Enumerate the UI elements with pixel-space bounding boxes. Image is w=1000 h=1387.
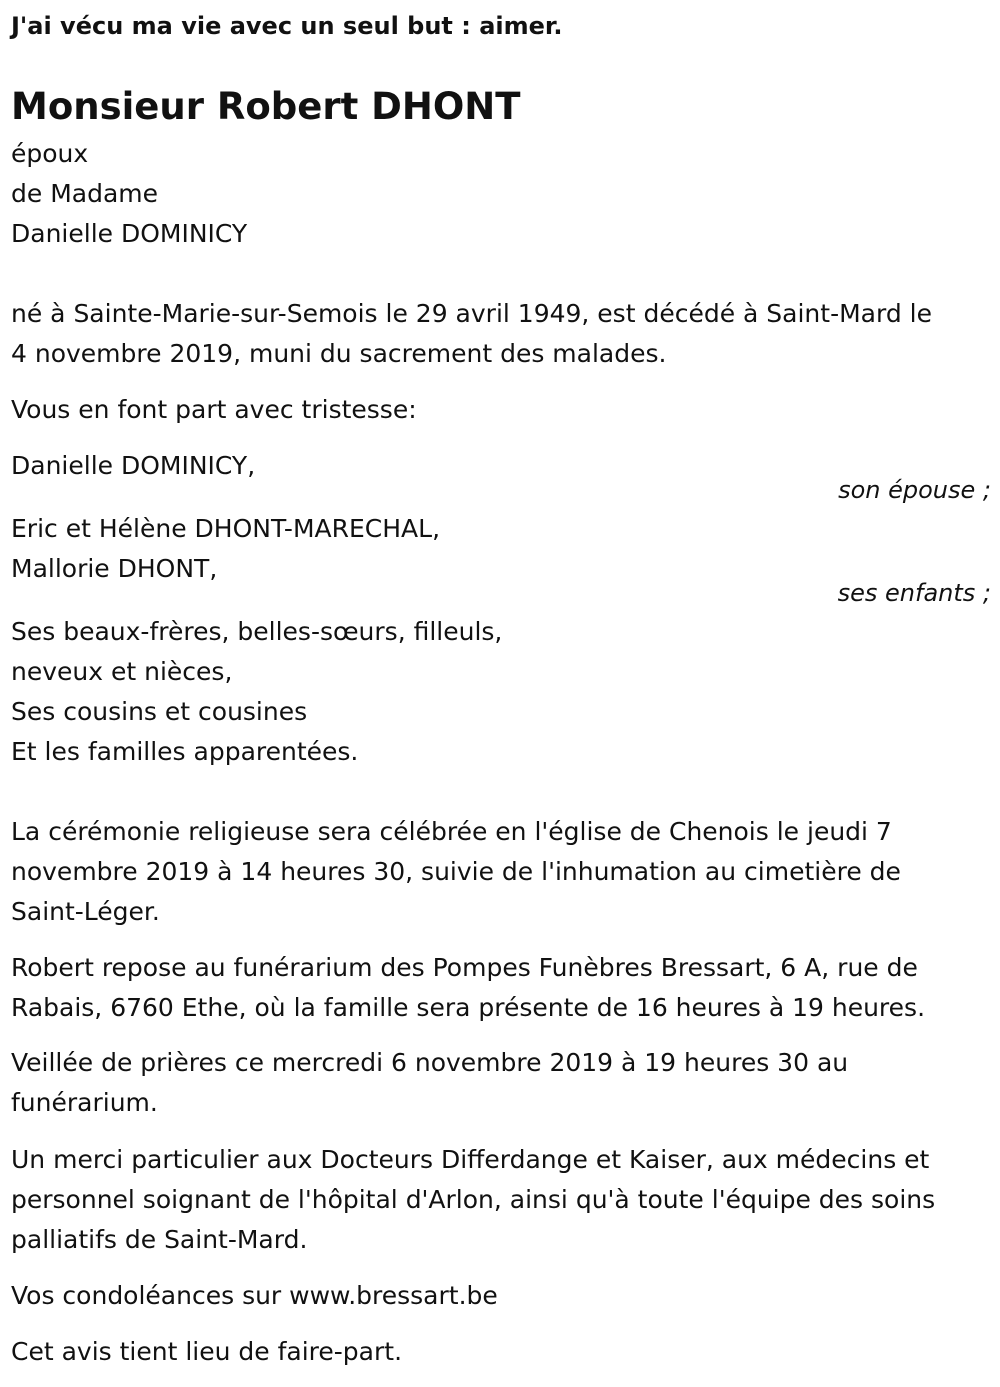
relatives-line: Ses cousins et cousines [11,697,308,726]
closing-line [11,1332,991,1372]
ceremony-paragraph [11,812,991,932]
condolences-text: Vos condoléances sur www.bressart.be [11,1281,498,1310]
paragraph-line: funérarium. [11,1088,158,1117]
paragraph-line: Rabais, 6760 Ethe, où la famille sera présente de 16 heures à 19 heures. [11,993,926,1022]
vigil-paragraph [11,1043,991,1123]
paragraph-line: né à Sainte-Marie-sur-Semois le 29 avril 1949, est décédé à Saint-Mard le [11,299,932,328]
motto: J'ai vécu ma vie avec un seul but : aimer. [11,12,563,40]
paragraph-line: 4 novembre 2019, muni du sacrement des malades. [11,339,667,368]
relatives-list [11,612,991,772]
children-role: ses enfants ; [837,579,991,607]
relation-block [11,134,991,254]
child-name: Eric et Hélène DHONT-MARECHAL, [11,514,441,543]
paragraph-line: novembre 2019 à 14 heures 30, suivie de l'inhumation au cimetière de [11,857,901,886]
birth-death-paragraph [11,294,991,374]
deceased-name: Monsieur Robert DHONT [11,85,521,128]
paragraph-line: palliatifs de Saint-Mard. [11,1225,308,1254]
relatives-line: Ses beaux-frères, belles-sœurs, filleuls, [11,617,503,646]
thanks-paragraph [11,1140,991,1260]
visitation-paragraph [11,948,991,1028]
announcement-intro [11,390,991,430]
relation-line: époux [11,139,89,168]
relatives-line: Et les familles apparentées. [11,737,359,766]
relation-line: Danielle DOMINICY [11,219,248,248]
paragraph-line: La cérémonie religieuse sera célébrée en l'église de Chenois le jeudi 7 [11,817,892,846]
relatives-line: neveux et nièces, [11,657,233,686]
spouse-name-text: Danielle DOMINICY, [11,451,256,480]
announcement-intro-text: Vous en font part avec tristesse: [11,395,417,424]
spouse-role: son épouse ; [838,476,991,504]
paragraph-line: Un merci particulier aux Docteurs Differdange et Kaiser, aux médecins et [11,1145,930,1174]
relation-line: de Madame [11,179,159,208]
condolences-line [11,1276,991,1316]
paragraph-line: Robert repose au funérarium des Pompes Funèbres Bressart, 6 A, rue de [11,953,918,982]
child-name: Mallorie DHONT, [11,554,218,583]
paragraph-line: Veillée de prières ce mercredi 6 novembre 2019 à 19 heures 30 au [11,1048,849,1077]
paragraph-line: personnel soignant de l'hôpital d'Arlon, ainsi qu'à toute l'équipe des soins [11,1185,936,1214]
closing-text: Cet avis tient lieu de faire-part. [11,1337,403,1366]
paragraph-line: Saint-Léger. [11,897,160,926]
